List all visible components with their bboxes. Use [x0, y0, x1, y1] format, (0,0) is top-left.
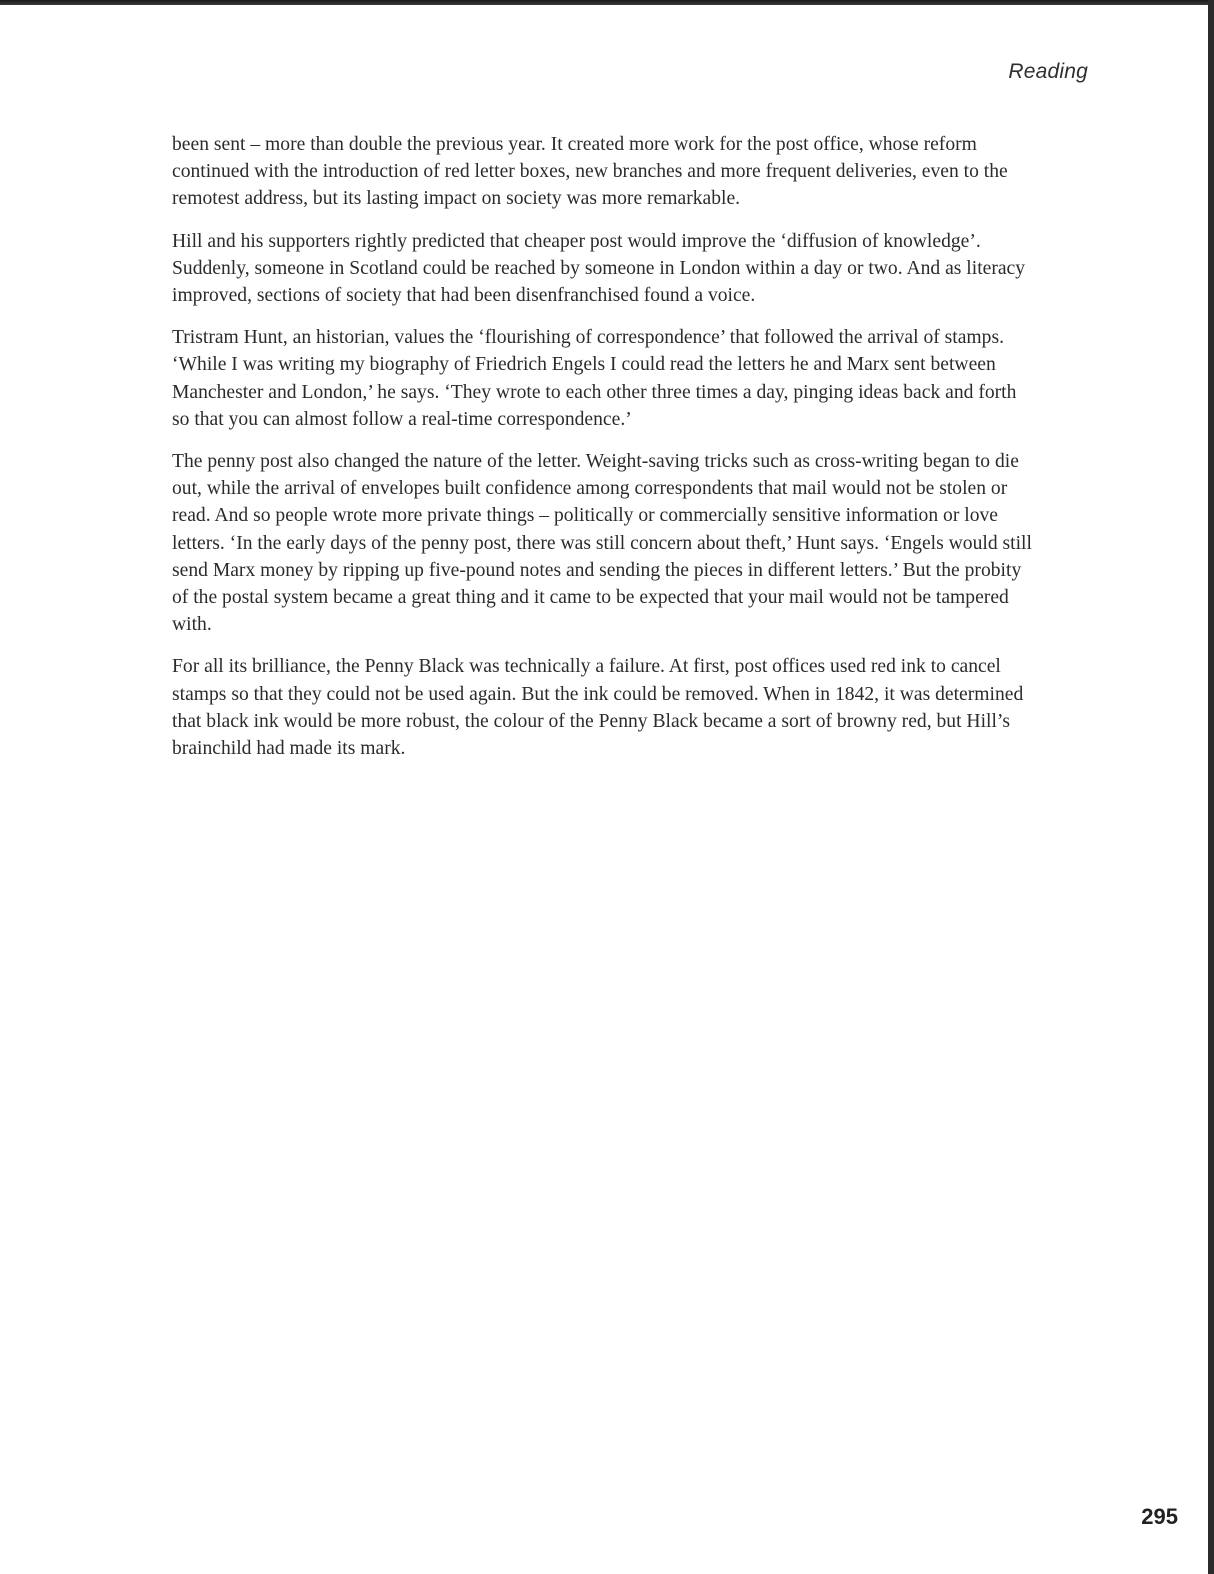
paragraph: been sent – more than double the previous year. It created more work for the post office, whose reform continued with the introduction of red letter boxes, new branches and more frequent deliveries, even to the remotest address, but its lasting impact on society was more remarkable.: [172, 134, 1008, 210]
paragraph: For all its brilliance, the Penny Black was technically a failure. At first, post offices used red ink to cancel stamps so that they could not be used again. But the ink could be removed. When in 1842, it was determined that black ink would be more robust, the colour of the Penny Black became a sort of browny red, but Hill’s brainchild had made its mark.: [172, 656, 1024, 760]
scan-edge-top: [0, 0, 1214, 5]
paragraph: The penny post also changed the nature of the letter. Weight-saving tricks such as cross-writing began to die out, while the arrival of envelopes built confidence among correspondents that mail would not be stolen or read. And so people wrote more private things – politically or commercially sensitive information or love letters. ‘In the early days of the penny post, there was still concern about theft,’ Hunt says. ‘Engels would still send Marx money by ripping up five-pound notes and sending the pieces in different letters.’ But the probity of the postal system became a great thing and it came to be expected that your mail would not be tampered with.: [172, 451, 1032, 636]
scan-edge-right: [1208, 0, 1214, 1574]
running-head: Reading: [1008, 60, 1088, 83]
article-body: [172, 131, 1032, 777]
paragraph: Tristram Hunt, an historian, values the ‘flourishing of correspondence’ that followed the arrival of stamps. ‘While I was writing my biography of Friedrich Engels I could read the letters he and Marx sent between Manchester and London,’ he says. ‘They wrote to each other three times a day, pinging ideas back and forth so that you can almost follow a real-time correspondence.’: [172, 327, 1017, 430]
page-number: 295: [1141, 1504, 1178, 1529]
paragraph: Hill and his supporters rightly predicted that cheaper post would improve the ‘diffusion of knowledge’. Suddenly, someone in Scotland could be reached by someone in London within a day or two. And as literacy improved, sections of society that had been disenfranchised found a voice.: [172, 230, 1026, 307]
